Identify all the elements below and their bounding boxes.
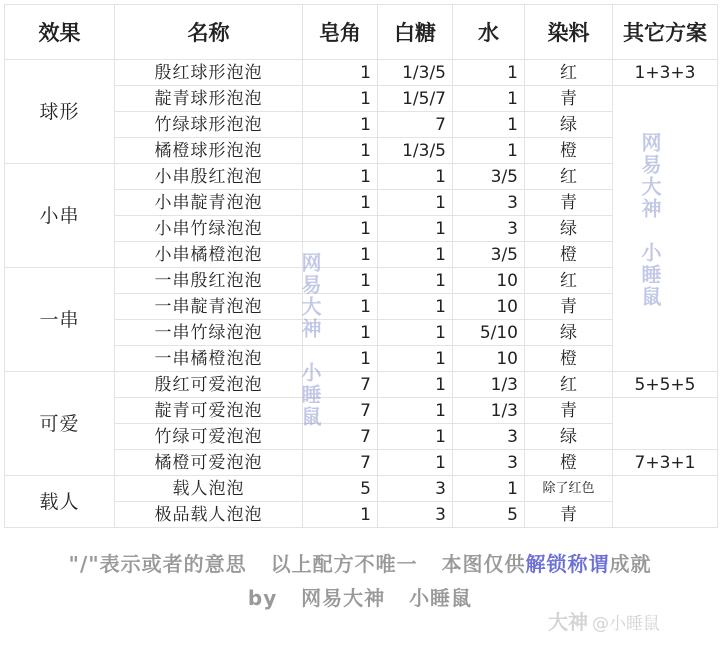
sugar-cell: 1	[378, 164, 453, 190]
soap-cell: 1	[303, 242, 378, 268]
dye-cell: 绿	[525, 320, 613, 346]
water-cell: 1/3	[453, 372, 525, 398]
sugar-cell: 1	[378, 424, 453, 450]
soap-cell: 1	[303, 216, 378, 242]
watermark-line1: 网易大神	[298, 252, 322, 340]
soap-cell: 1	[303, 60, 378, 86]
dye-cell: 红	[525, 164, 613, 190]
name-cell: 小串橘橙泡泡	[115, 242, 303, 268]
footer-author1: 网易大神	[301, 586, 386, 610]
sugar-cell: 1/5/7	[378, 86, 453, 112]
soap-cell: 1	[303, 164, 378, 190]
dye-cell: 橙	[525, 346, 613, 372]
water-cell: 10	[453, 346, 525, 372]
other-solution-cell	[613, 398, 718, 450]
watermark-right	[640, 132, 660, 308]
soap-cell: 1	[303, 502, 378, 528]
name-cell: 竹绿球形泡泡	[115, 112, 303, 138]
water-cell: 3/5	[453, 242, 525, 268]
other-solution-cell: 7+3+1	[613, 450, 718, 476]
effect-cell: 球形	[5, 60, 115, 164]
sugar-cell: 1	[378, 372, 453, 398]
dye-cell: 青	[525, 190, 613, 216]
water-cell: 10	[453, 268, 525, 294]
soap-cell: 1	[303, 268, 378, 294]
name-cell: 橘橙可爱泡泡	[115, 450, 303, 476]
dye-cell: 橙	[525, 450, 613, 476]
other-solution-cell: 1+3+3	[613, 60, 718, 86]
dye-cell: 青	[525, 294, 613, 320]
footer-note-part4: 成就	[609, 552, 652, 576]
dye-cell: 红	[525, 372, 613, 398]
dye-cell: 除了红色	[525, 476, 613, 502]
sugar-cell: 1	[378, 450, 453, 476]
name-cell: 极品载人泡泡	[115, 502, 303, 528]
water-cell: 3	[453, 424, 525, 450]
effect-cell: 小串	[5, 164, 115, 268]
name-cell: 殷红球形泡泡	[115, 60, 303, 86]
other-solution-cell: 5+5+5	[613, 372, 718, 398]
dye-cell: 青	[525, 86, 613, 112]
name-cell: 载人泡泡	[115, 476, 303, 502]
header-dye: 染料	[525, 5, 613, 60]
other-solution-cell	[613, 86, 718, 372]
dye-cell: 红	[525, 60, 613, 86]
effect-cell: 可爱	[5, 372, 115, 476]
dye-cell: 青	[525, 398, 613, 424]
soap-cell: 1	[303, 112, 378, 138]
water-cell: 1	[453, 86, 525, 112]
soap-cell: 5	[303, 476, 378, 502]
name-cell: 一串靛青泡泡	[115, 294, 303, 320]
sugar-cell: 1	[378, 216, 453, 242]
soap-cell: 7	[303, 450, 378, 476]
name-cell: 小串靛青泡泡	[115, 190, 303, 216]
header-soap: 皂角	[303, 5, 378, 60]
soap-cell: 1	[303, 320, 378, 346]
name-cell: 小串殷红泡泡	[115, 164, 303, 190]
other-solution-cell	[613, 476, 718, 528]
water-cell: 1	[453, 476, 525, 502]
sugar-cell: 7	[378, 112, 453, 138]
name-cell: 竹绿可爱泡泡	[115, 424, 303, 450]
dye-cell: 绿	[525, 216, 613, 242]
dye-cell: 青	[525, 502, 613, 528]
soap-cell: 7	[303, 398, 378, 424]
table-row	[5, 372, 718, 398]
header-effect: 效果	[5, 5, 115, 60]
table-header-row	[5, 5, 718, 60]
sugar-cell: 1	[378, 242, 453, 268]
header-water: 水	[453, 5, 525, 60]
dye-cell: 绿	[525, 112, 613, 138]
footer-note-highlight: 解锁称谓	[525, 552, 610, 576]
sugar-cell: 1	[378, 268, 453, 294]
water-cell: 1	[453, 60, 525, 86]
footer-note-part2: 以上配方不唯一	[270, 552, 418, 576]
dye-cell: 红	[525, 268, 613, 294]
dye-cell: 橙	[525, 138, 613, 164]
watermark-line1: 网易大神	[638, 132, 662, 220]
sugar-cell: 1	[378, 346, 453, 372]
name-cell: 一串殷红泡泡	[115, 268, 303, 294]
recipe-table	[4, 4, 718, 528]
watermark-center	[300, 252, 320, 428]
water-cell: 3/5	[453, 164, 525, 190]
water-cell: 1	[453, 138, 525, 164]
sugar-cell: 1	[378, 190, 453, 216]
sugar-cell: 1/3/5	[378, 138, 453, 164]
dye-cell: 橙	[525, 242, 613, 268]
water-cell: 5	[453, 502, 525, 528]
watermark-line2: 小睡鼠	[298, 362, 322, 428]
table-row	[5, 164, 718, 190]
footer-note-part1: "/"表示或者的意思	[68, 552, 247, 576]
header-name: 名称	[115, 5, 303, 60]
water-cell: 1/3	[453, 398, 525, 424]
brand-handle: @小睡鼠	[592, 614, 660, 634]
sugar-cell: 1	[378, 320, 453, 346]
sugar-cell: 1	[378, 294, 453, 320]
water-cell: 1	[453, 112, 525, 138]
table-row	[5, 476, 718, 502]
name-cell: 一串橘橙泡泡	[115, 346, 303, 372]
sugar-cell: 1	[378, 398, 453, 424]
header-sugar: 白糖	[378, 5, 453, 60]
name-cell: 橘橙球形泡泡	[115, 138, 303, 164]
soap-cell: 7	[303, 424, 378, 450]
water-cell: 3	[453, 450, 525, 476]
footer-author2: 小睡鼠	[409, 586, 473, 610]
dye-cell: 绿	[525, 424, 613, 450]
soap-cell: 1	[303, 294, 378, 320]
name-cell: 靛青可爱泡泡	[115, 398, 303, 424]
sugar-cell: 3	[378, 502, 453, 528]
sugar-cell: 1/3/5	[378, 60, 453, 86]
name-cell: 一串竹绿泡泡	[115, 320, 303, 346]
footer-note	[0, 548, 720, 577]
effect-cell: 一串	[5, 268, 115, 372]
header-other: 其它方案	[613, 5, 718, 60]
soap-cell: 1	[303, 86, 378, 112]
footer-by-label: by	[247, 586, 278, 610]
footer-note-part3: 本图仅供	[441, 552, 526, 576]
soap-cell: 1	[303, 346, 378, 372]
table-row	[5, 268, 718, 294]
sugar-cell: 3	[378, 476, 453, 502]
soap-cell: 7	[303, 372, 378, 398]
name-cell: 殷红可爱泡泡	[115, 372, 303, 398]
soap-cell: 1	[303, 138, 378, 164]
water-cell: 10	[453, 294, 525, 320]
water-cell: 3	[453, 190, 525, 216]
table-row	[5, 60, 718, 86]
effect-cell: 载人	[5, 476, 115, 528]
brand-logo: 大神	[548, 610, 588, 634]
water-cell: 5/10	[453, 320, 525, 346]
water-cell: 3	[453, 216, 525, 242]
watermark-line2: 小睡鼠	[638, 242, 662, 308]
name-cell: 小串竹绿泡泡	[115, 216, 303, 242]
soap-cell: 1	[303, 190, 378, 216]
name-cell: 靛青球形泡泡	[115, 86, 303, 112]
brand-watermark	[548, 606, 660, 635]
